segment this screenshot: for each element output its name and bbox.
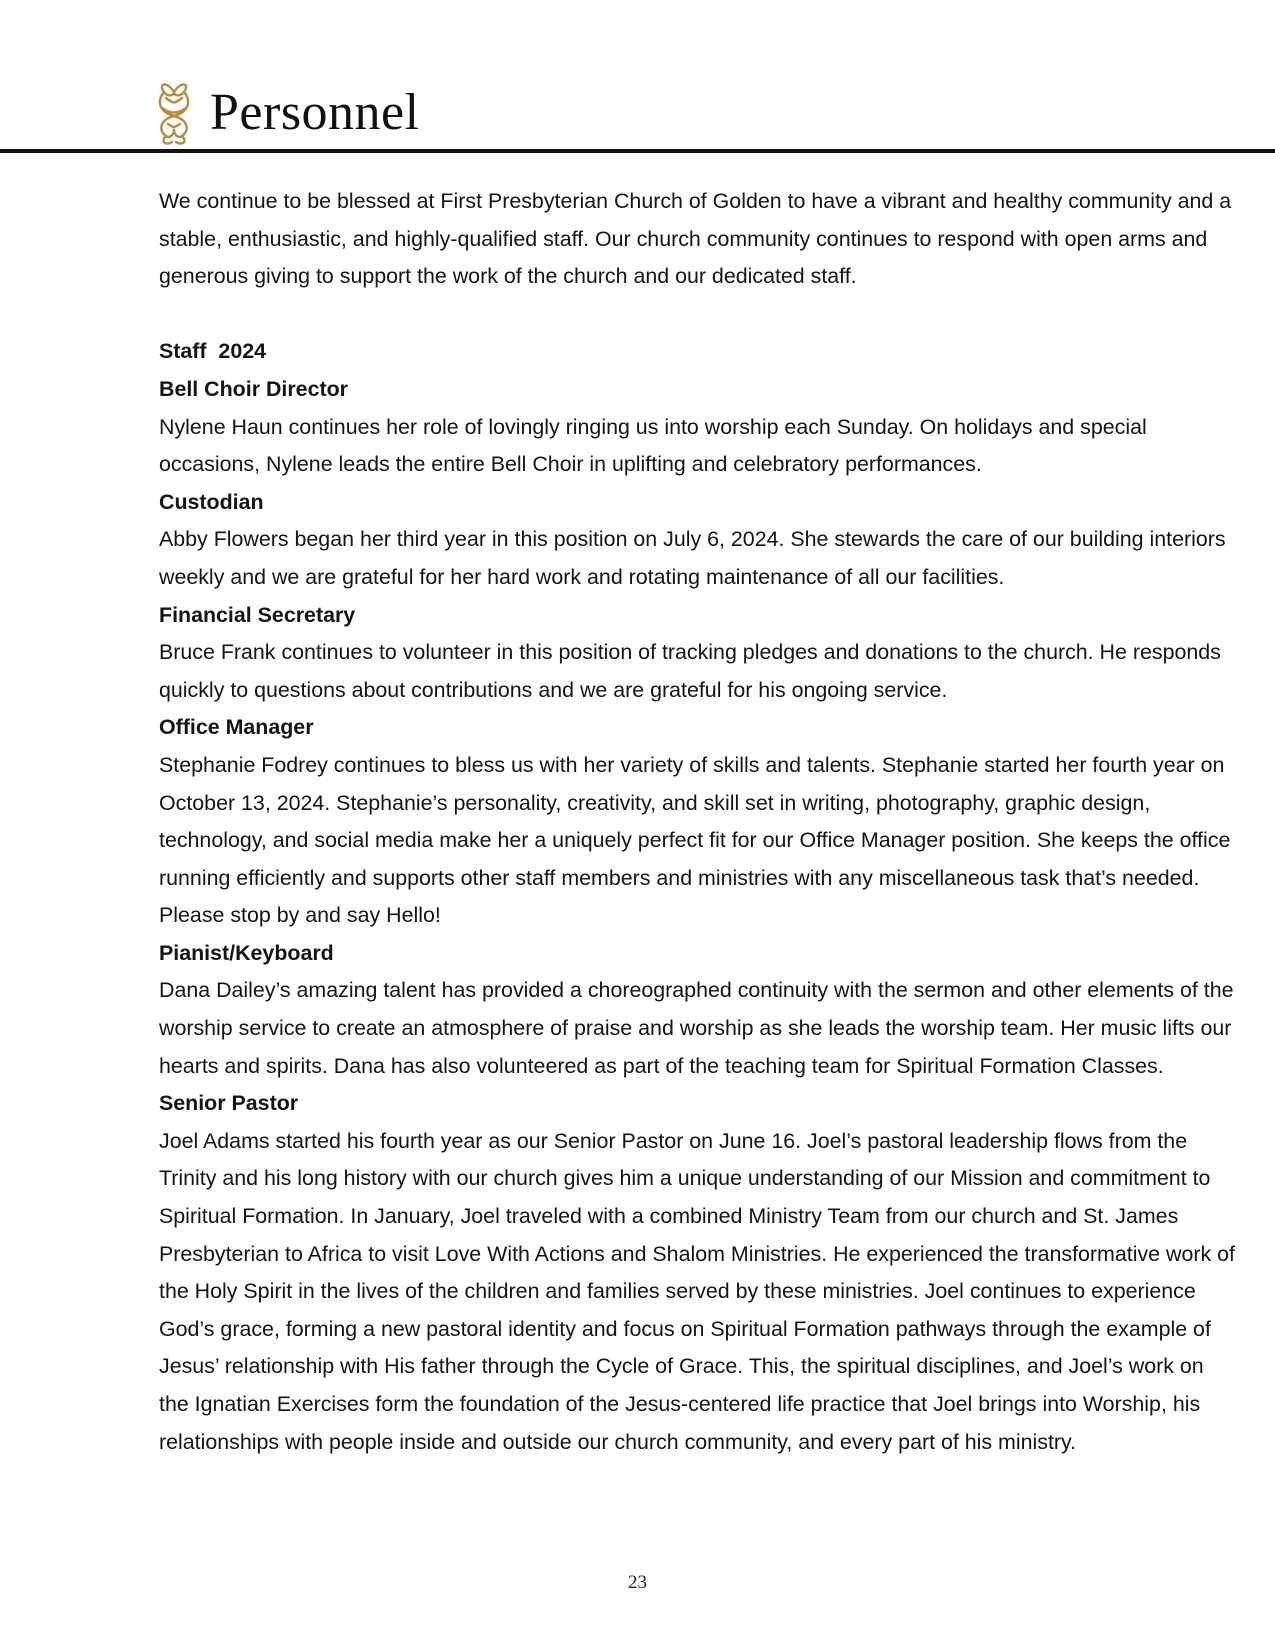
section-body-senior-pastor: Joel Adams started his fourth year as our Senior Pastor on June 16. Joel’s pastoral leadership flows from the Trinity and his long history with our church gives him a unique understanding of our Mission and commitment to Spiritual Formation. In January, Joel traveled with a combined Ministry Team from our church and St. James Presbyterian to Africa to visit Love With Actions and Shalom Ministries. He experienced the transformative work of the Holy Spirit in the lives of the children and families served by these ministries. Joel continues to experience God’s grace, forming a new pastoral identity and focus on Spiritual Formation pathways through the example of Jesus’ relationship with His father through the Cycle of Grace. This, the spiritual disciplines, and Joel’s work on the Ignatian Exercises form the foundation of the Jesus-centered life practice that Joel brings into Worship, his relationships with people inside and outside our church community, and every part of his ministry. xyxy=(159,1128,1235,1454)
intro-paragraph: We continue to be blessed at First Presbyterian Church of Golden to have a vibrant and healthy community and a stable, enthusiastic, and highly-qualified staff. Our church community continues to respond with open arms and generous giving to support the work of the church and our dedicated staff. xyxy=(159,189,1232,289)
page-header xyxy=(152,72,420,148)
section-title-pianist-keyboard: Pianist/Keyboard xyxy=(159,940,334,965)
document-body xyxy=(159,183,1239,1461)
section-title-financial-secretary: Financial Secretary xyxy=(159,602,356,627)
section-body-custodian: Abby Flowers began her third year in this position on July 6, 2024. She stewards the care of our building interiors weekly and we are grateful for her hard work and rotating maintenance of all our facilities. xyxy=(159,527,1226,589)
section-body-bell-choir-director: Nylene Haun continues her role of lovingly ringing us into worship each Sunday. On holidays and special occasions, Nylene leads the entire Bell Choir in uplifting and celebratory performances. xyxy=(159,414,1147,477)
celtic-knot-icon xyxy=(152,74,196,146)
section-title-office-manager: Office Manager xyxy=(159,715,314,740)
section-body-financial-secretary: Bruce Frank continues to volunteer in this position of tracking pledges and donations to the church. He responds quickly to questions about contributions and we are grateful for his ongoing service. xyxy=(159,640,1221,702)
staff-heading: Staff 2024 xyxy=(159,339,267,364)
page-number: 23 xyxy=(628,1572,647,1593)
section-body-office-manager: Stephanie Fodrey continues to bless us with her variety of skills and talents. Stephanie started her fourth year on October 13, 2024. Stephanie’s personality, creativity, and skill set in writing, photography, graphic design, technology, and social media make her a uniquely perfect fit for our Office Manager position. She keeps the office running efficiently and supports other staff members and ministries with any miscellaneous task that’s needed. Please stop by and say Hello! xyxy=(159,752,1231,928)
section-title-custodian: Custodian xyxy=(159,489,264,514)
section-body-pianist-keyboard: Dana Dailey’s amazing talent has provided a choreographed continuity with the sermon and other elements of the worship service to create an atmosphere of praise and worship as she leads the worship team. Her music lifts our hearts and spirits. Dana has also volunteered as part of the teaching team for Spiritual Formation Classes. xyxy=(159,978,1234,1078)
section-title-bell-choir-director: Bell Choir Director xyxy=(159,376,348,401)
page-title: Personnel xyxy=(210,84,420,141)
header-divider xyxy=(0,149,1275,153)
section-title-senior-pastor: Senior Pastor xyxy=(159,1091,299,1116)
